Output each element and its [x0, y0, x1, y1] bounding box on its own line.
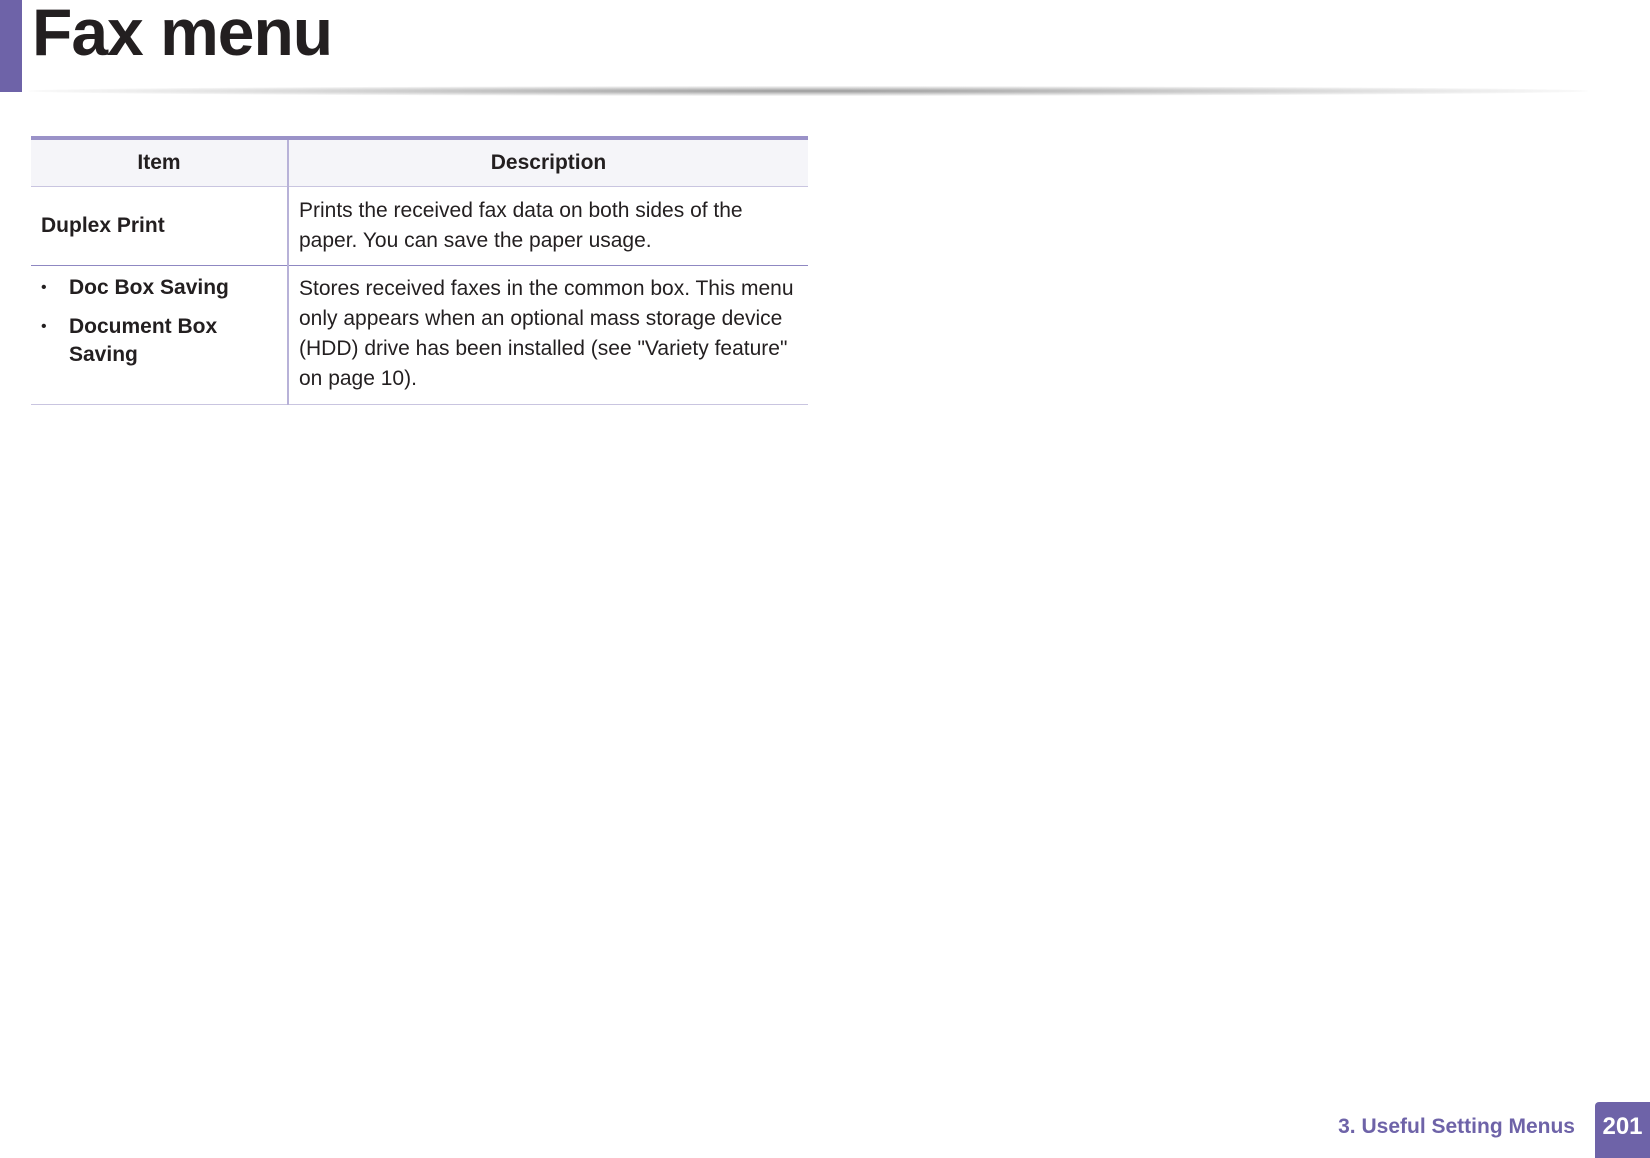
table-header-row — [31, 138, 808, 187]
description-cell: Prints the received fax data on both sides of the paper. You can save the paper usage. — [288, 187, 808, 266]
list-item — [41, 274, 277, 302]
item-list — [41, 274, 277, 369]
bullet-icon: • — [41, 279, 47, 296]
header-description: Description — [288, 138, 808, 187]
title-divider — [28, 86, 1588, 96]
table-row — [31, 187, 808, 266]
item-name-duplex-print: Duplex Print — [41, 214, 165, 237]
bullet-icon: • — [41, 318, 47, 335]
description-cell: Stores received faxes in the common box. This menu only appears when an optional mass storage device (HDD) drive has been installed (see "Variety feature" on page 10). — [288, 266, 808, 405]
item-name-document-box-saving: Document Box Saving — [69, 315, 218, 366]
page-title: Fax menu — [32, 0, 333, 69]
item-cell — [31, 187, 288, 266]
table-row — [31, 266, 808, 405]
page-number: 201 — [1595, 1102, 1650, 1158]
footer-chapter-link[interactable]: 3. Useful Setting Menus — [1338, 1115, 1575, 1138]
item-cell — [31, 266, 288, 405]
side-accent-bar — [0, 0, 22, 92]
header-item: Item — [31, 138, 288, 187]
item-name-doc-box-saving: Doc Box Saving — [69, 276, 229, 299]
fax-menu-table — [31, 136, 808, 405]
list-item — [41, 313, 277, 369]
